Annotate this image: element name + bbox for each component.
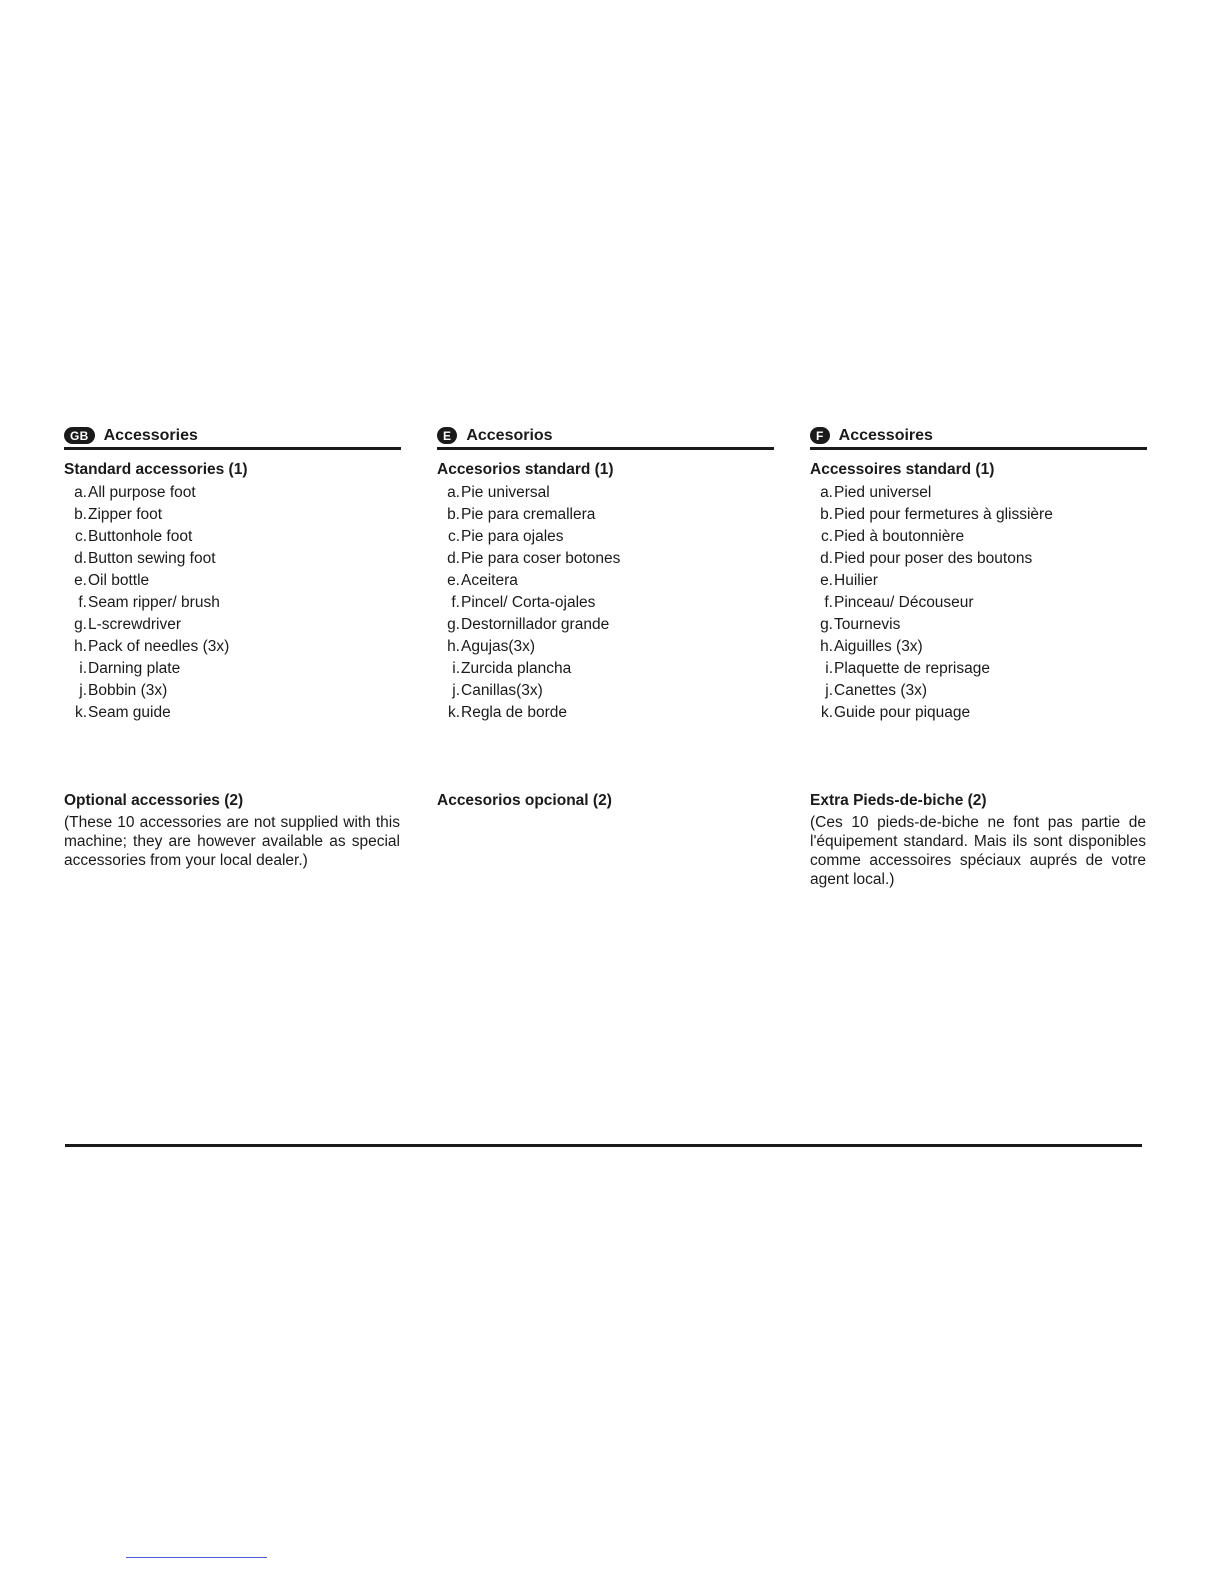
section-title: Accessories <box>103 426 198 444</box>
list-item: b. Pied pour fermetures à glissière <box>820 506 1053 523</box>
list-item: b. Pie para cremallera <box>447 506 596 523</box>
optional-accessories-heading: Extra Pieds-de-biche (2) <box>810 792 987 809</box>
optional-accessories-note: (Ces 10 pieds-de-biche ne font pas partie de l'équipement standard. Mais ils sont disponibles comme accessoires spéciaux auprés de votre agent local.) <box>810 814 1146 888</box>
language-badge-e: E <box>437 427 457 444</box>
column-spanish <box>437 426 774 809</box>
section-title: Accesorios <box>466 426 553 444</box>
list-item: j. Canettes (3x) <box>825 682 928 699</box>
list-item: j. Canillas(3x) <box>452 682 543 699</box>
section-header-spanish <box>437 426 774 450</box>
list-item: f. Pinceau/ Découseur <box>824 594 974 611</box>
list-item: k. Guide pour piquage <box>820 704 971 721</box>
list-item: d. Pied pour poser des boutons <box>820 550 1033 567</box>
optional-accessories-note: (These 10 accessories are not supplied with this machine; they are however available as special accessories from your local dealer.) <box>64 814 400 869</box>
list-item: j. Bobbin (3x) <box>79 682 168 699</box>
standard-accessories-list <box>810 482 1053 724</box>
list-item: e. Huilier <box>820 572 878 589</box>
list-item: d. Pie para coser botones <box>447 550 621 567</box>
list-item: e. Aceitera <box>447 572 518 589</box>
language-badge-gb: GB <box>64 427 95 444</box>
list-item: i. Darning plate <box>79 660 181 677</box>
list-item: a. Pied universel <box>820 484 932 501</box>
list-item: a. All purpose foot <box>74 484 196 501</box>
column-english <box>64 426 401 869</box>
list-item: g. L-screwdriver <box>74 616 182 633</box>
list-item: f. Pincel/ Corta-ojales <box>451 594 596 611</box>
column-french <box>810 426 1147 888</box>
list-item: c. Pie para ojales <box>447 528 564 545</box>
standard-accessories-heading: Standard accessories (1) <box>64 461 248 478</box>
list-item: g. Destornillador grande <box>447 616 610 633</box>
list-item: f. Seam ripper/ brush <box>78 594 220 611</box>
standard-accessories-heading: Accessoires standard (1) <box>810 461 995 478</box>
section-title: Accessoires <box>838 426 933 444</box>
list-item: e. Oil bottle <box>74 572 150 589</box>
list-item: c. Pied à boutonnière <box>820 528 965 545</box>
standard-accessories-list <box>64 482 229 724</box>
section-header-french <box>810 426 1147 450</box>
section-header-english <box>64 426 401 450</box>
standard-accessories-list <box>437 482 620 724</box>
bottom-divider <box>65 1144 1142 1147</box>
list-item: g. Tournevis <box>820 616 901 633</box>
optional-accessories-heading: Accesorios opcional (2) <box>437 792 612 809</box>
language-badge-f: F <box>810 427 830 444</box>
list-item: h. Agujas(3x) <box>447 638 536 655</box>
list-item: k. Regla de borde <box>447 704 567 721</box>
list-item: h. Pack of needles (3x) <box>74 638 230 655</box>
standard-accessories-heading: Accesorios standard (1) <box>437 461 614 478</box>
list-item: d. Button sewing foot <box>74 550 216 567</box>
optional-accessories-heading: Optional accessories (2) <box>64 792 244 809</box>
list-item: i. Zurcida plancha <box>452 660 572 677</box>
footer-link-underline <box>126 1557 267 1558</box>
list-item: a. Pie universal <box>447 484 550 501</box>
list-item: i. Plaquette de reprisage <box>825 660 990 677</box>
list-item: c. Buttonhole foot <box>74 528 193 545</box>
list-item: h. Aiguilles (3x) <box>820 638 923 655</box>
list-item: b. Zipper foot <box>74 506 163 523</box>
list-item: k. Seam guide <box>74 704 171 721</box>
